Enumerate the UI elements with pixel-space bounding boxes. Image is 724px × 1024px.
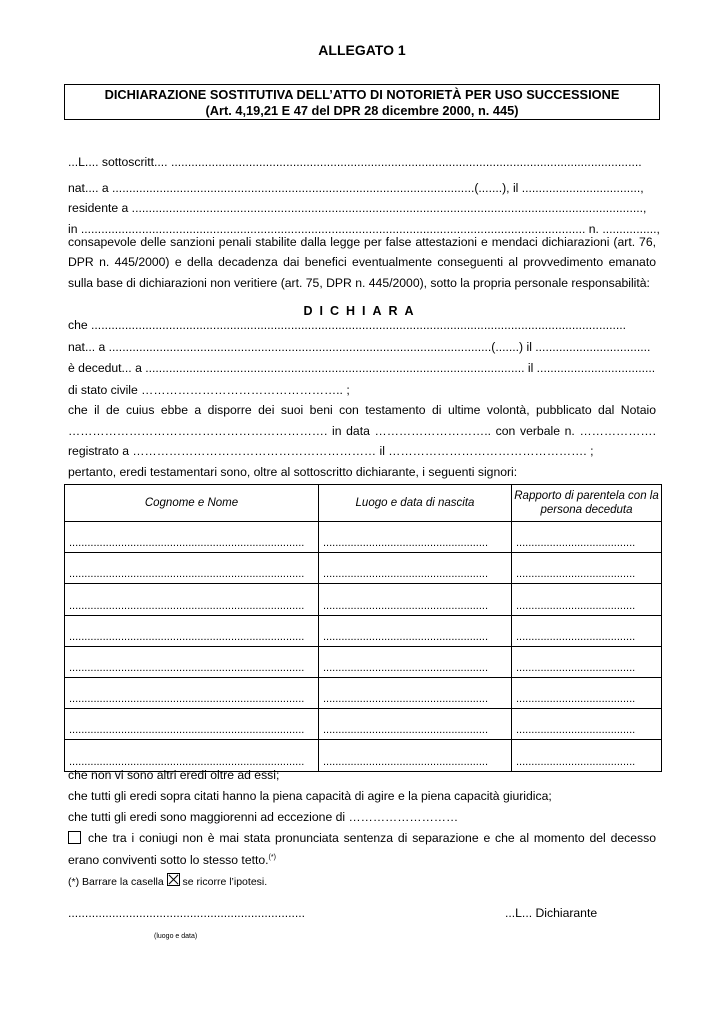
document-title-box bbox=[64, 84, 660, 120]
awareness-text-2: DPR n. 445/2000) e della decadenza dai benefici eventualmente conseguenti al provvedimento emanato bbox=[68, 255, 656, 269]
deceased-birth-line[interactable]: nat... a .................................................................................................................(.......) il .................................. bbox=[68, 340, 651, 354]
document-title: DICHIARAZIONE SOSTITUTIVA DELL’ATTO DI NOTORIETÀ PER USO SUCCESSIONE bbox=[104, 87, 620, 102]
heir-birth-cell[interactable]: ...................................................... bbox=[319, 646, 512, 677]
table-row bbox=[65, 553, 662, 584]
heir-relationship-cell[interactable]: ....................................... bbox=[512, 709, 662, 740]
deceased-name-line[interactable]: che .............................................................................................................................................................. bbox=[68, 318, 627, 332]
document-subtitle: (Art. 4,19,21 E 47 del DPR 28 dicembre 2000, n. 445) bbox=[205, 103, 519, 118]
table-row bbox=[65, 740, 662, 771]
footnote-text-b: se ricorre l’ipotesi. bbox=[182, 876, 268, 888]
testament-text: che il de cuius ebbe a disporre dei suoi beni con testamento di ultime volontà, pubblicato dal Notaio bbox=[68, 403, 656, 417]
heir-birth-cell[interactable]: ...................................................... bbox=[319, 553, 512, 584]
heir-relationship-cell[interactable]: ....................................... bbox=[512, 522, 662, 553]
heir-birth-cell[interactable]: ...................................................... bbox=[319, 677, 512, 708]
heir-name-cell[interactable]: ............................................................................. bbox=[65, 740, 319, 771]
heir-relationship-cell[interactable]: ....................................... bbox=[512, 677, 662, 708]
heir-birth-cell[interactable]: ...................................................... bbox=[319, 522, 512, 553]
table-row bbox=[65, 522, 662, 553]
heir-relationship-cell[interactable]: ....................................... bbox=[512, 615, 662, 646]
table-row bbox=[65, 584, 662, 615]
table-row bbox=[65, 646, 662, 677]
heir-relationship-cell[interactable]: ....................................... bbox=[512, 646, 662, 677]
heir-name-cell[interactable]: ............................................................................. bbox=[65, 615, 319, 646]
awareness-text-3: sulla base di dichiarazioni non veritiere (art. 75, DPR n. 445/2000), sotto la propria personale responsabilità: bbox=[68, 276, 650, 290]
table-row bbox=[65, 615, 662, 646]
place-date-caption: (luogo e data) bbox=[154, 933, 198, 940]
table-row bbox=[65, 709, 662, 740]
dichiara-heading: DICHIARA bbox=[303, 304, 421, 318]
declarant-name-line[interactable]: ...L.... sottoscritt.... ........................................................................................................................................... bbox=[68, 155, 642, 169]
checkbox-icon[interactable] bbox=[68, 831, 81, 844]
header-relationship: Rapporto di parentela con la persona deceduta bbox=[512, 485, 662, 522]
cohabitation-line bbox=[68, 851, 276, 867]
heir-name-cell[interactable]: ............................................................................. bbox=[65, 553, 319, 584]
footnote bbox=[68, 873, 267, 889]
checked-box-icon bbox=[167, 873, 180, 886]
separation-text: che tra i coniugi non è mai stata pronunciata sentenza di separazione e che al momento del decesso bbox=[88, 831, 656, 845]
cohabitation-text: erano conviventi sotto lo stesso tetto. bbox=[68, 853, 269, 868]
capacity-statement: che tutti gli eredi sopra citati hanno la piena capacità di agire e la piena capacità giuridica; bbox=[68, 789, 552, 803]
heir-relationship-cell[interactable]: ....................................... bbox=[512, 740, 662, 771]
heirs-intro: pertanto, eredi testamentari sono, oltre al sottoscritto dichiarante, i seguenti signori: bbox=[68, 465, 518, 479]
heir-birth-cell[interactable]: ...................................................... bbox=[319, 740, 512, 771]
footnote-mark: (*) bbox=[268, 854, 276, 861]
declarant-address-line[interactable]: in ..................................................................................................................................................... n. ................, bbox=[68, 222, 660, 236]
notary-line[interactable]: ………………………………………………………. in data ……………………….. con verbale n. ………………. bbox=[68, 424, 656, 438]
adult-heirs-line[interactable]: che tutti gli eredi sono maggiorenni ad eccezione di ……………………… bbox=[68, 810, 459, 824]
heir-relationship-cell[interactable]: ....................................... bbox=[512, 553, 662, 584]
heir-birth-cell[interactable]: ...................................................... bbox=[319, 615, 512, 646]
header-birth: Luogo e data di nascita bbox=[319, 485, 512, 522]
civil-status-line[interactable]: di stato civile ………………………………………….. ; bbox=[68, 383, 350, 397]
awareness-text-1: consapevole delle sanzioni penali stabilite dalla legge per false attestazioni e mendaci dichiarazioni (art. 76, bbox=[68, 235, 656, 249]
allegato-title: ALLEGATO 1 bbox=[318, 42, 406, 58]
heir-birth-cell[interactable]: ...................................................... bbox=[319, 709, 512, 740]
deceased-death-line[interactable]: è decedut... a ................................................................................................................ il ................................... bbox=[68, 361, 656, 375]
heirs-table bbox=[64, 484, 662, 772]
heir-name-cell[interactable]: ............................................................................. bbox=[65, 646, 319, 677]
header-name: Cognome e Nome bbox=[65, 485, 319, 522]
heir-name-cell[interactable]: ............................................................................. bbox=[65, 677, 319, 708]
heirs-table-header bbox=[65, 485, 662, 522]
heir-relationship-cell[interactable]: ....................................... bbox=[512, 584, 662, 615]
declarant-signature-label: ...L... Dichiarante bbox=[505, 906, 598, 920]
separation-statement bbox=[68, 831, 656, 846]
heir-name-cell[interactable]: ............................................................................. bbox=[65, 522, 319, 553]
declarant-residence-line[interactable]: residente a ......................................................................................................................................................., bbox=[68, 201, 647, 215]
heir-name-cell[interactable]: ............................................................................. bbox=[65, 709, 319, 740]
no-other-heirs: che non vi sono altri eredi oltre ad essi; bbox=[68, 768, 280, 782]
table-row bbox=[65, 677, 662, 708]
heir-name-cell[interactable]: ............................................................................. bbox=[65, 584, 319, 615]
declarant-birth-line[interactable]: nat.... a ...........................................................................................................(.......), il ..................................., bbox=[68, 181, 644, 195]
footnote-text-a: (*) Barrare la casella bbox=[68, 876, 164, 888]
place-date-line[interactable]: ...................................................................... bbox=[68, 906, 306, 920]
heir-birth-cell[interactable]: ...................................................... bbox=[319, 584, 512, 615]
registration-line[interactable]: registrato a …………………………………………………… il …………………………………………. ; bbox=[68, 444, 594, 458]
